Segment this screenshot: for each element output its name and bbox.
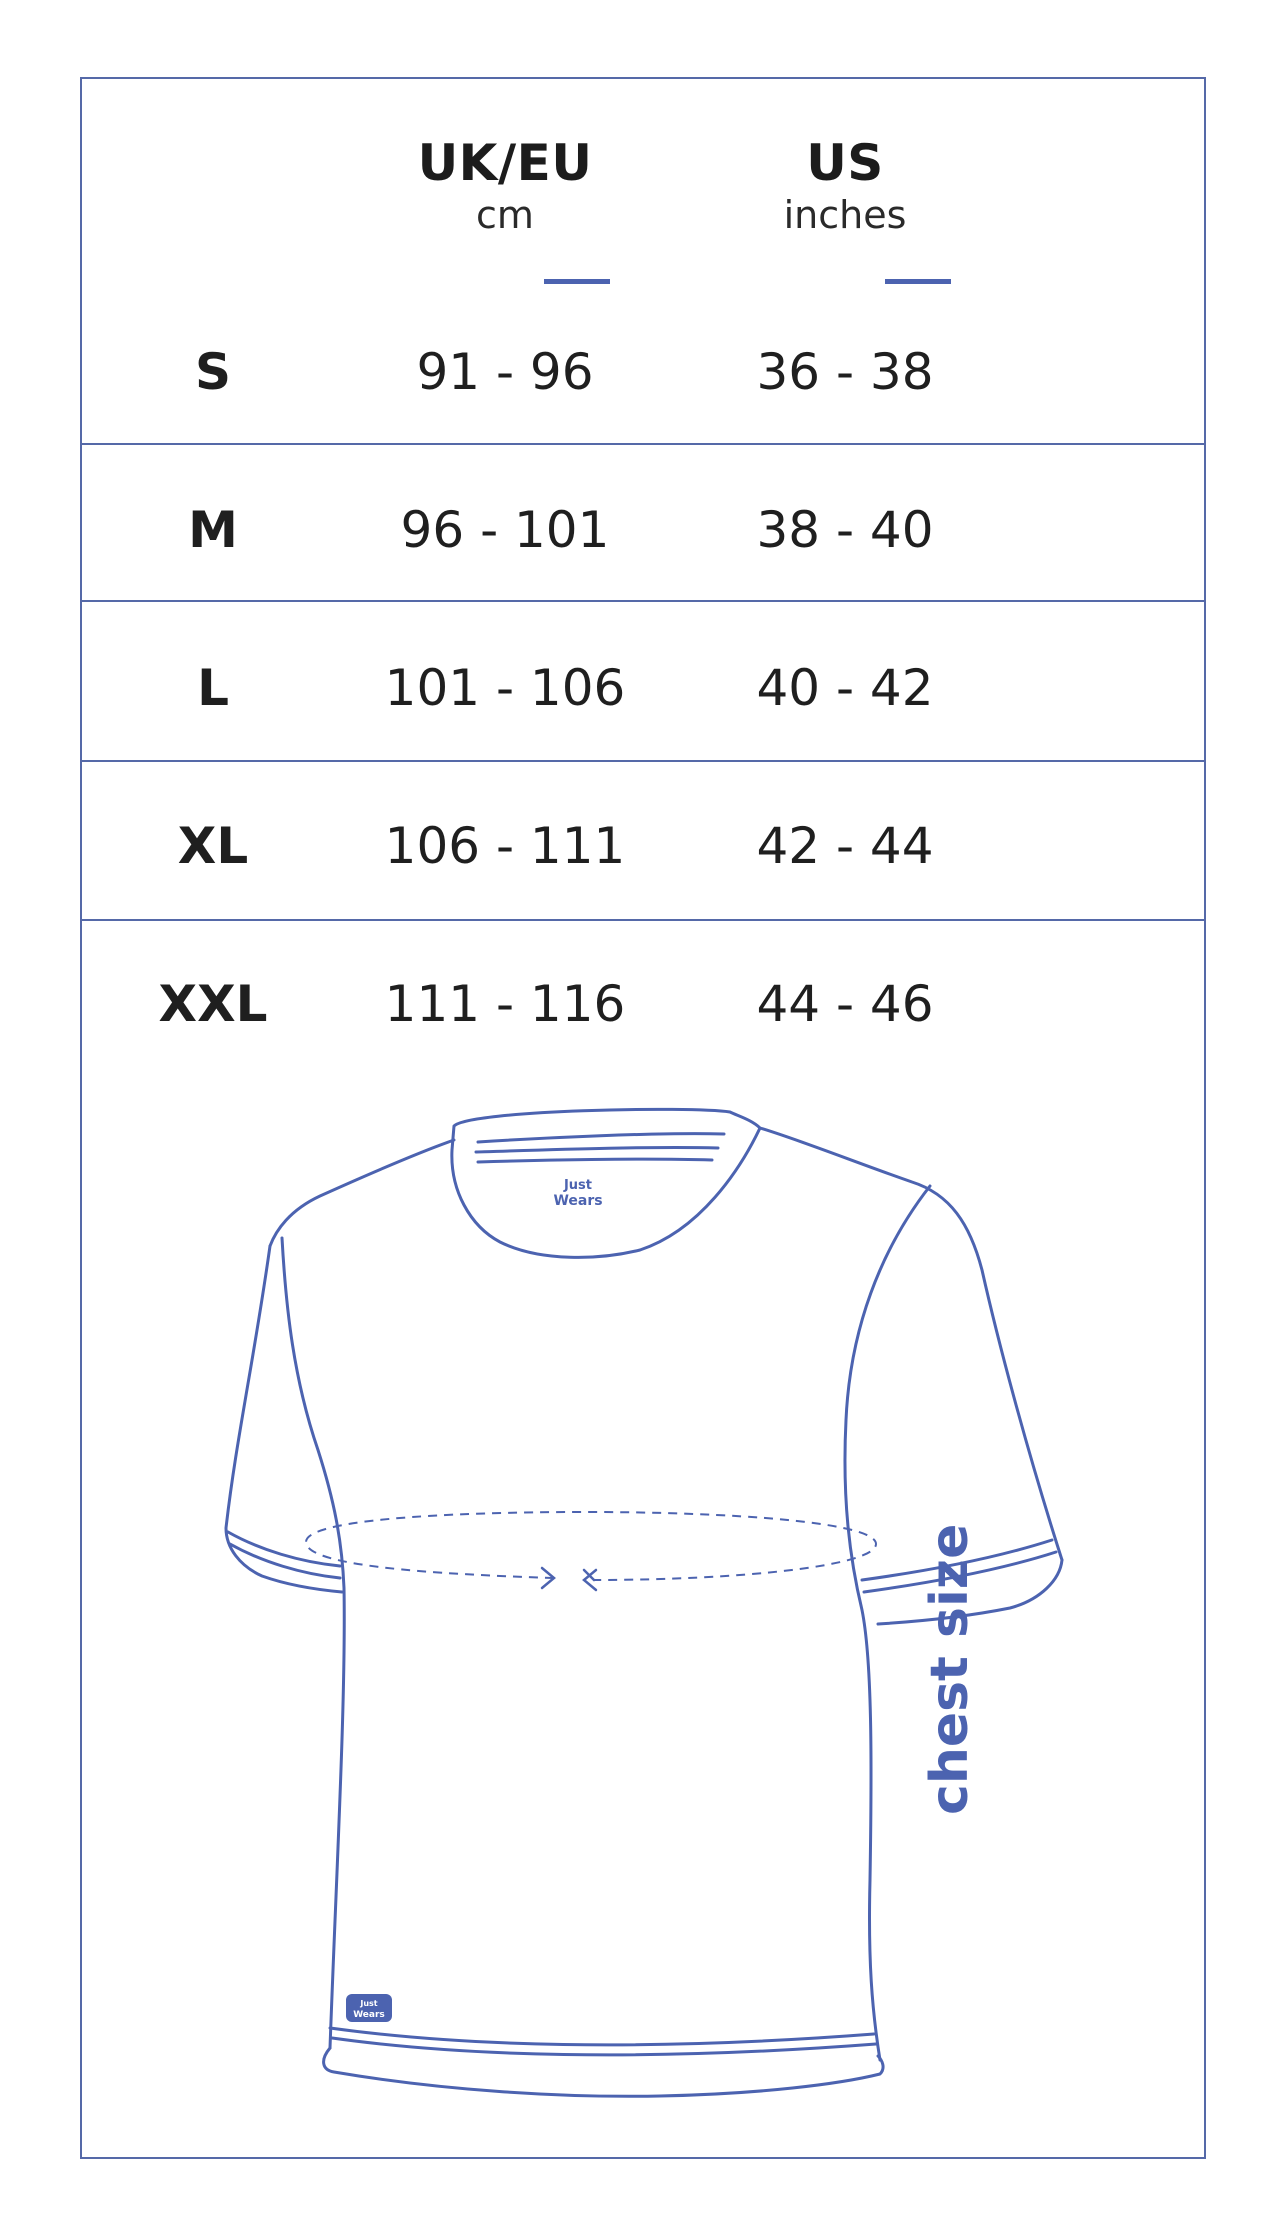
- row-divider: [82, 919, 1204, 921]
- header-us-unit: inches: [783, 193, 907, 237]
- row-divider: [82, 600, 1204, 602]
- header-us: [695, 135, 995, 239]
- svg-text:Wears: Wears: [553, 1193, 603, 1209]
- size-label-xxl: XXL: [158, 975, 268, 1033]
- collar-logo-icon: [553, 1178, 602, 1209]
- uk-eu-value-s: 91 - 96: [416, 343, 594, 401]
- size-label-s: S: [194, 343, 231, 401]
- header-uk-eu-title: UK/EU: [417, 134, 593, 192]
- us-value-xl: 42 - 44: [756, 817, 934, 875]
- us-value-m: 38 - 40: [756, 501, 934, 559]
- header-uk-eu-unit: cm: [476, 193, 534, 237]
- svg-text:Just: Just: [563, 1178, 593, 1193]
- uk-eu-value-xxl: 111 - 116: [384, 975, 626, 1033]
- us-value-xxl: 44 - 46: [756, 975, 934, 1033]
- size-label-m: M: [188, 501, 238, 559]
- svg-text:Just: Just: [360, 1999, 378, 2008]
- size-label-l: L: [197, 659, 229, 717]
- us-value-s: 36 - 38: [756, 343, 934, 401]
- row-divider: [82, 443, 1204, 445]
- header-uk-eu: [355, 135, 655, 239]
- us-value-l: 40 - 42: [756, 659, 934, 717]
- row-divider: [82, 760, 1204, 762]
- header-us-title: US: [806, 134, 884, 192]
- uk-eu-value-xl: 106 - 111: [384, 817, 626, 875]
- uk-eu-value-l: 101 - 106: [384, 659, 626, 717]
- header-us-underline: [885, 279, 951, 284]
- size-label-xl: XL: [177, 817, 249, 875]
- hem-logo-tag-icon: [346, 1994, 392, 2022]
- header-uk-eu-underline: [544, 279, 610, 284]
- chest-size-label: chest size: [920, 1523, 980, 1815]
- svg-text:Wears: Wears: [353, 2010, 385, 2020]
- uk-eu-value-m: 96 - 101: [400, 501, 610, 559]
